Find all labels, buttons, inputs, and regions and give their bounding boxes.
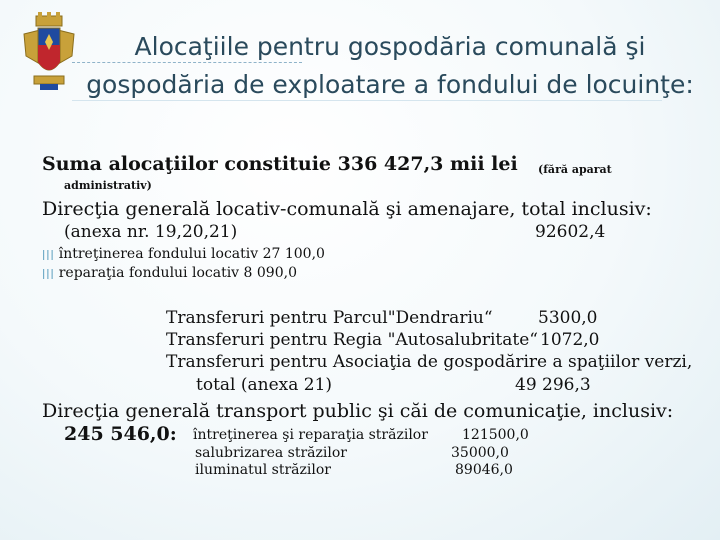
- transport-item-value: 121500,0: [462, 427, 529, 443]
- transfer-label: Transferuri pentru Parcul"Dendrariu“: [166, 308, 493, 328]
- transport-heading: Direcţia generală transport public şi căi de comunicaţie, inclusiv:: [42, 400, 674, 422]
- list-item: [42, 246, 325, 262]
- transfer-value: 5300,0: [538, 308, 598, 328]
- list-item: [42, 265, 297, 281]
- transport-item-label: iluminatul străzilor: [195, 462, 331, 478]
- bullet-icon: ǀǀǀ: [42, 267, 55, 280]
- summary-main: Suma alocaţiilor constituie 336 427,3 mii lei: [42, 153, 518, 175]
- transport-item-value: 35000,0: [451, 445, 509, 461]
- housing-item-text: reparaţia fondului locativ 8 090,0: [58, 265, 297, 281]
- transfers-total-value: 49 296,3: [515, 375, 591, 395]
- transport-item-label: întreţinerea şi reparaţia străzilor: [193, 427, 428, 443]
- transfer-value: 1072,0: [540, 330, 600, 350]
- housing-total: 92602,4: [535, 222, 606, 242]
- slide-title: [70, 28, 710, 104]
- summary-note-2: administrativ): [64, 179, 152, 192]
- housing-heading: Direcţia generală locativ-comunală şi amenajare, total inclusiv:: [42, 198, 652, 220]
- transfers-total-label: total (anexa 21): [196, 375, 333, 395]
- bullet-icon: ǀǀǀ: [42, 248, 55, 261]
- transfer-label: Transferuri pentru Regia "Autosalubritate“: [166, 330, 538, 350]
- transport-total: 245 546,0:: [64, 423, 177, 445]
- summary-note-1: (fără aparat: [538, 163, 612, 176]
- transport-item-label: salubrizarea străzilor: [195, 445, 347, 461]
- transfer-label: Transferuri pentru Asociaţia de gospodărire a spaţiilor verzi,: [166, 352, 693, 372]
- housing-annex: (anexa nr. 19,20,21): [64, 222, 238, 242]
- transport-item-value: 89046,0: [455, 462, 513, 478]
- housing-item-text: întreţinerea fondului locativ 27 100,0: [58, 246, 325, 262]
- title-line-2: gospodăria de exploatare a fondului de locuinţe:: [86, 70, 694, 99]
- title-line-1: Alocaţiile pentru gospodăria comunală şi: [134, 32, 646, 61]
